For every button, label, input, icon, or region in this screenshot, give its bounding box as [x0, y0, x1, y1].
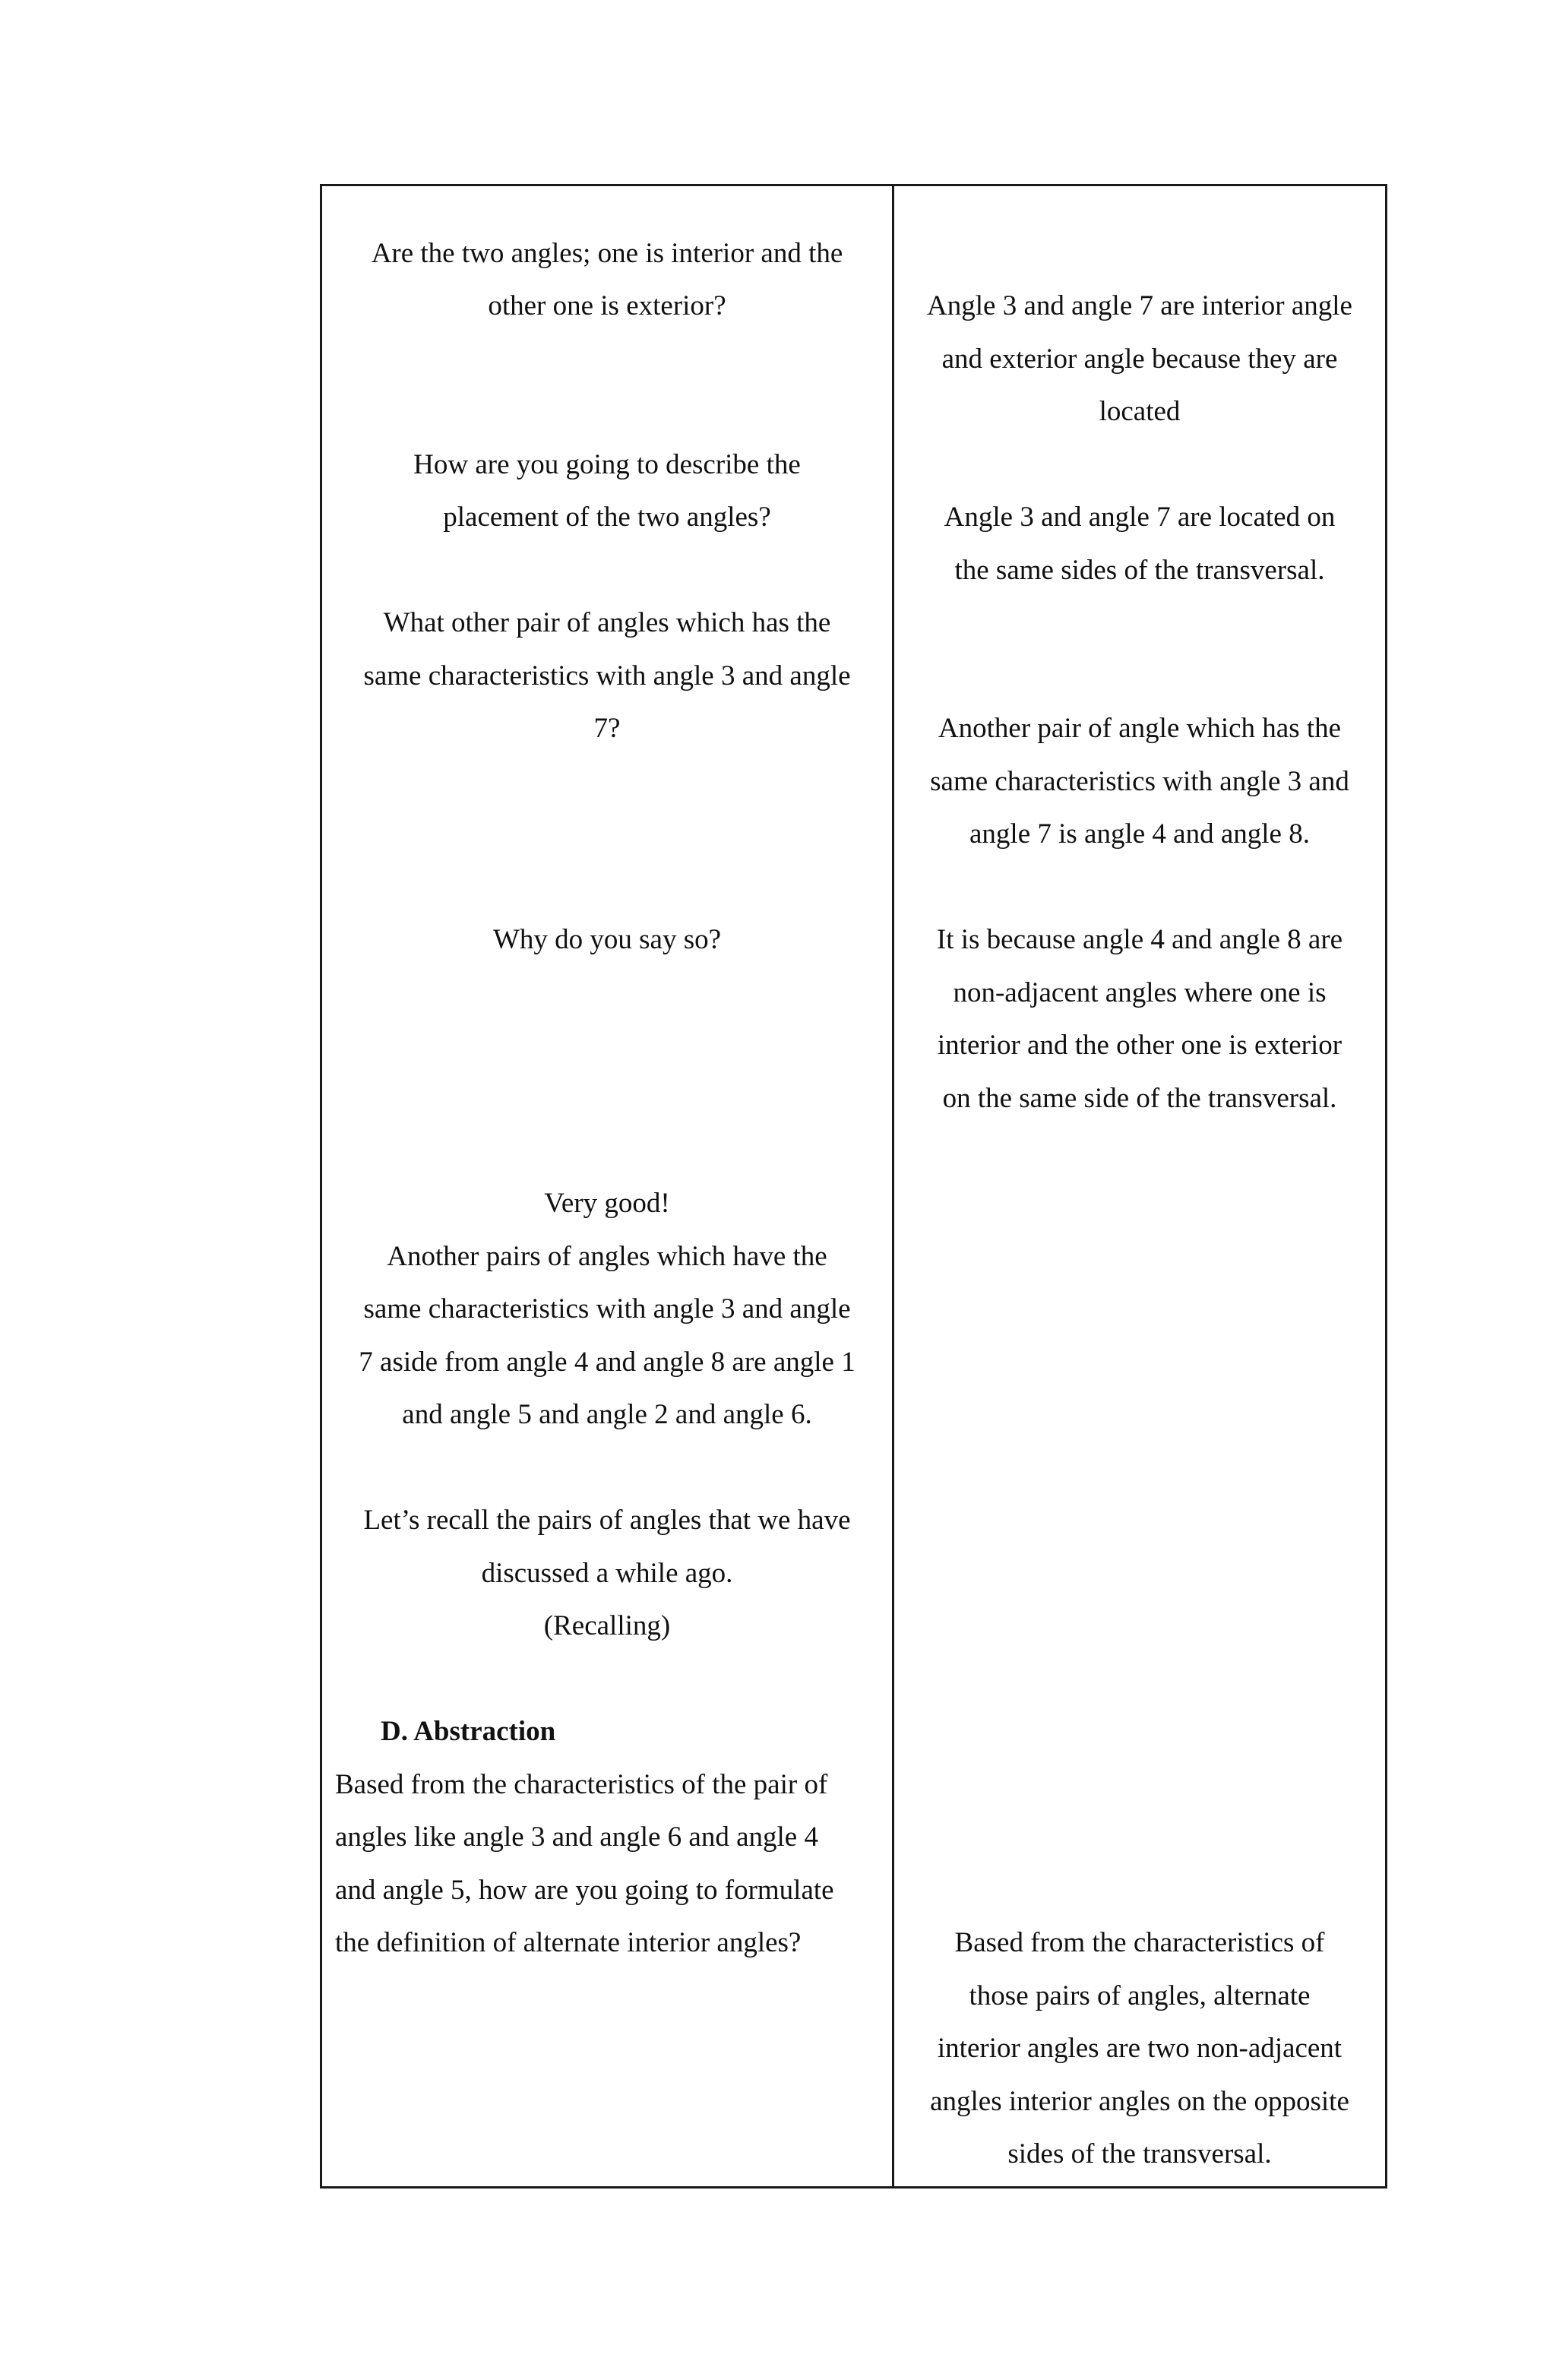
recall-line: Let’s recall the pairs of angles that we have — [363, 1505, 851, 1536]
question-line: Are the two angles; one is interior and the — [371, 238, 843, 269]
answer-line: angle 7 is angle 4 and angle 8. — [969, 818, 1310, 850]
question-line: 7? — [593, 713, 621, 744]
answer-line: interior and the other one is exterior — [937, 1030, 1343, 1061]
question-line: What other pair of angles which has the — [383, 607, 831, 638]
column-divider — [892, 184, 894, 2189]
answer-line: interior angles are two non-adjacent — [937, 2033, 1343, 2064]
remark-line: and angle 5 and angle 2 and angle 6. — [402, 1399, 812, 1430]
answer-line: and exterior angle because they are — [941, 343, 1338, 375]
question-line: Why do you say so? — [492, 924, 722, 955]
section-heading-abstraction: D. Abstraction — [381, 1716, 556, 1747]
remark-line: same characteristics with angle 3 and angle — [363, 1293, 851, 1325]
answer-line: It is because angle 4 and angle 8 are — [936, 924, 1343, 955]
answer-line: located — [1099, 396, 1181, 427]
recall-line: discussed a while ago. — [481, 1558, 733, 1589]
remark-line: 7 aside from angle 4 and angle 8 are angle 1 — [359, 1347, 855, 1378]
abstraction-line: and angle 5, how are you going to formulate — [335, 1875, 834, 1906]
answer-line: non-adjacent angles where one is — [953, 977, 1327, 1008]
question-line: placement of the two angles? — [443, 502, 771, 533]
answer-line: angles interior angles on the opposite — [930, 2086, 1349, 2117]
answer-line: sides of the transversal. — [1007, 2138, 1272, 2170]
answer-line: Angle 3 and angle 7 are interior angle — [927, 290, 1352, 321]
answer-line: on the same side of the transversal. — [942, 1083, 1337, 1114]
abstraction-line: angles like angle 3 and angle 6 and angle 4 — [335, 1821, 818, 1853]
answer-line: Another pair of angle which has the — [938, 713, 1342, 744]
question-line: other one is exterior? — [488, 290, 726, 321]
recall-line: (Recalling) — [543, 1610, 671, 1641]
answer-line: Based from the characteristics of — [954, 1927, 1325, 1958]
question-line: same characteristics with angle 3 and angle — [363, 660, 851, 692]
remark-line: Very good! — [544, 1188, 670, 1219]
answer-line: Angle 3 and angle 7 are located on — [944, 502, 1336, 533]
answer-line: same characteristics with angle 3 and — [930, 766, 1349, 797]
question-line: How are you going to describe the — [413, 449, 801, 480]
abstraction-line: Based from the characteristics of the pair of — [335, 1769, 828, 1800]
remark-line: Another pairs of angles which have the — [387, 1241, 827, 1272]
abstraction-line: the definition of alternate interior angles? — [335, 1927, 802, 1958]
answer-line: those pairs of angles, alternate — [969, 1980, 1311, 2011]
answer-line: the same sides of the transversal. — [954, 555, 1325, 586]
